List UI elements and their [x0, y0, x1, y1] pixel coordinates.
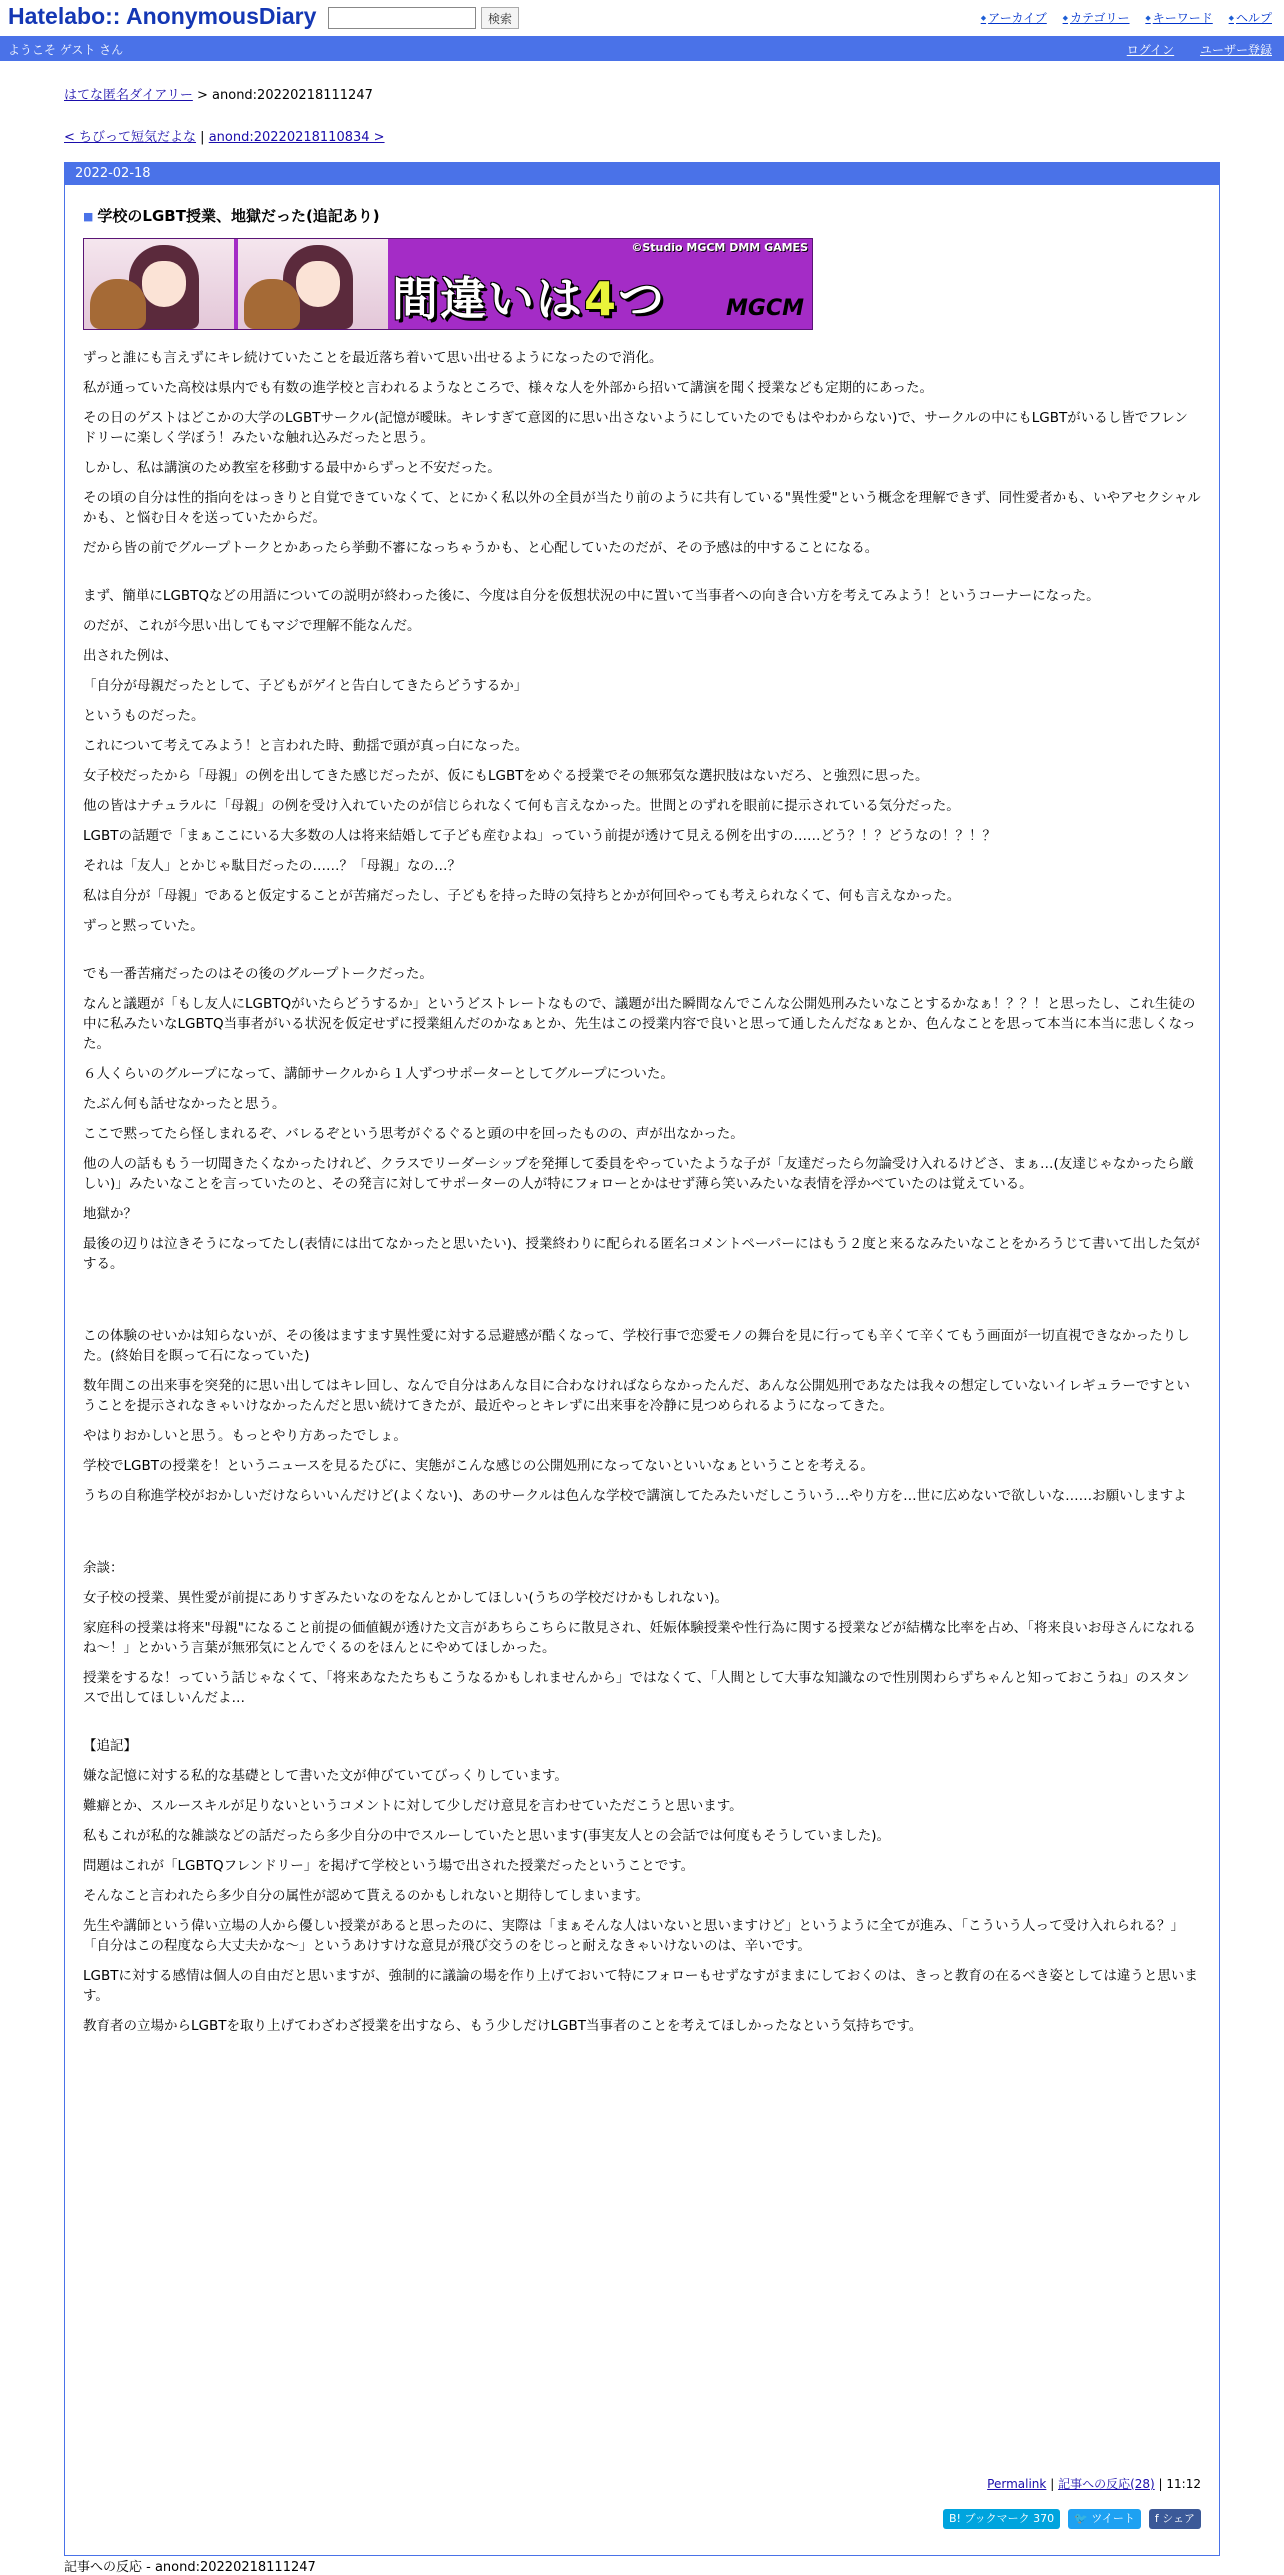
entry-paragraph: 私は自分が「母親」であると仮定することが苦痛だったし、子どもを持った時の気持ちとかが何回やっても考えられなくて、何も言えなかった。: [83, 888, 961, 904]
tweet-button[interactable]: [1068, 2509, 1141, 2529]
banner-main-text: 間違いは: [392, 272, 584, 326]
nav-help[interactable]: ◆ ヘルプ: [1229, 11, 1272, 25]
entry-paragraph: しかし、私は講演のため教室を移動する最中からずっと不安だった。: [83, 460, 501, 476]
search-button[interactable]: 検索: [481, 7, 519, 29]
facebook-share-button[interactable]: [1149, 2509, 1201, 2529]
banner-logo: MGCM: [726, 296, 804, 321]
entry-date: 2022-02-18: [65, 163, 1219, 185]
entry-paragraph: 教育者の立場からLGBTを取り上げてわざわざ授業を出すなら、もう少しだけLGBT当事者のことを考えてほしかったなという気持ちです。: [83, 2018, 923, 2034]
entry-paragraph: 数年間この出来事を突発的に思い出してはキレ回し、なんで自分はあんな目に合わなければならなかったんだ、あんな公開処刑であなたは我々の想定していないイレギュラーですということを提示されなきゃいけなかったんだと思い続けてきたが、最近やっとキレずに出来事を冷静に見つめられるようになってきた。: [83, 1378, 1190, 1414]
entry-paragraph: まず、簡単にLGBTQなどの用語についての説明が終わった後に、今度は自分を仮想状況の中に置いて当事者への向き合い方を考えてみよう！というコーナーになった。: [83, 588, 1100, 604]
site-logo[interactable]: Hatelabo:: AnonymousDiary: [8, 3, 317, 29]
welcome-text: ようこそ ゲスト さん: [8, 43, 124, 57]
search-input[interactable]: [328, 7, 476, 29]
entry-paragraph: 問題はこれが「LGBTQフレンドリー」を掲げて学校という場で出された授業だったということです。: [83, 1858, 695, 1874]
entry-paragraph: だから皆の前でグループトークとかあったら挙動不審になっちゃうかも、と心配していたのだが、その予感は的中することになる。: [83, 540, 879, 556]
title-square-icon: ■: [83, 210, 94, 223]
entry-title-text: 学校のLGBT授業、地獄だった(追記あり): [97, 207, 380, 225]
pager-separator: |: [200, 130, 205, 145]
entry-paragraph: これについて考えてみよう！と言われた時、動揺で頭が真っ白になった。: [83, 738, 529, 754]
entry-paragraph: というものだった。: [83, 708, 205, 724]
entry-paragraph: LGBTに対する感情は個人の自由だと思いますが、強制的に議論の場を作り上げておいて特にフォローもせずなすがままにしておくのは、きっと教育の在るべき姿としては違うと思います。: [83, 1968, 1198, 2004]
entry-paragraph: ずっと黙っていた。: [83, 918, 204, 934]
entry-paragraph: でも一番苦痛だったのはその後のグループトークだった。: [83, 966, 433, 982]
breadcrumb-separator: >: [196, 88, 208, 103]
entry-paragraph: 学校でLGBTの授業を！というニュースを見るたびに、実態がこんな感じの公開処刑になってないといいなぁということを考える。: [83, 1458, 874, 1474]
breadcrumb-current: anond:20220218111247: [212, 88, 373, 103]
entry-paragraph: なんと議題が「もし友人にLGBTQがいたらどうするか」というどストレートなもので、議題が出た瞬間なんでこんな公開処刑みたいなことするかなぁ！？？！と思ったし、これ生徒の中に私みたいなLGBTQ当事者がいる状況を仮定せずに授業組んだのかなぁとか、先生はこの授業内容で良いと思って通したんだなぁとか、色んなことを思って本当に本当に悲しくなった。: [83, 996, 1196, 1052]
entry-paragraph: ずっと誰にも言えずにキレ続けていたことを最近落ち着いて思い出せるようになったので消化。: [83, 350, 663, 366]
entry-paragraph: のだが、これが今思い出してもマジで理解不能なんだ。: [83, 618, 421, 634]
login-link[interactable]: ログイン: [1126, 43, 1175, 57]
entry-paragraph: その頃の自分は性的指向をはっきりと自覚できていなくて、とにかく私以外の全員が当たり前のように共有している"異性愛"という概念を理解できず、同性愛者かも、いやアセクシャルかも、と悩む日々を送っていたからだ。: [83, 490, 1201, 526]
entry-paragraph: たぶん何も話せなかったと思う。: [83, 1096, 286, 1112]
entry-paragraph: 女子校だったから「母親」の例を出してきた感じだったが、仮にもLGBTをめぐる授業でその無邪気な選択肢はないだろ、と強烈に思った。: [83, 768, 929, 784]
next-entry-link[interactable]: anond:20220218110834 >: [208, 130, 385, 145]
entry-paragraph: 難癖とか、スルースキルが足りないというコメントに対して少しだけ意見を言わせていただこうと思います。: [83, 1798, 743, 1814]
entry-paragraph: 授業をするな！っていう話じゃなくて、「将来あなたたちもこうなるかもしれませんから」ではなくて、「人間として大事な知識なので性別関わらずちゃんと知っておこうね」のスタンスで出してほしいんだよ…: [83, 1670, 1190, 1706]
banner-character-image: [84, 239, 234, 329]
entry-paragraph: 他の人の話ももう一切聞きたくなかったけれど、クラスでリーダーシップを発揮して委員をやっていたような子が「友達だったら勿論受け入れるけどさ、まぁ…(友達じゃなかったら厳しい)」みたいなことを言っていたのと、その発言に対してサポーターの人が特にフォローとかはせず薄ら笑いみたいな表情を浮かべていたのは覚えている。: [83, 1156, 1194, 1192]
entry-paragraph: それは「友人」とかじゃ駄目だったの……？「母親」なの…？: [83, 858, 461, 874]
entry-footer: [987, 2475, 1201, 2492]
twitter-icon: 🐦: [1074, 2512, 1092, 2525]
entry-paragraph: 私が通っていた高校は県内でも有数の進学校と言われるようなところで、様々な人を外部から招いて講演を聞く授業なども定期的にあった。: [83, 380, 933, 396]
prev-entry-link[interactable]: < ちびって短気だよな: [64, 130, 197, 145]
breadcrumb-home[interactable]: はてな匿名ダイアリー: [64, 88, 193, 103]
entry-paragraph: この体験のせいかは知らないが、その後はますます異性愛に対する忌避感が酷くなって、学校行事で恋愛モノの舞台を見に行っても辛くて辛くてもう画面が一切直視できなかったりした。(終始目を瞑って石になっていた): [83, 1328, 1190, 1364]
entry-body: [83, 348, 1201, 2036]
entry-paragraph: ６人くらいのグループになって、講師サークルから１人ずつサポーターとしてグループについた。: [83, 1066, 674, 1082]
tweet-label: ツイート: [1091, 2512, 1135, 2525]
banner-character-image: [238, 239, 388, 329]
welcome-bar: [0, 36, 1284, 61]
entry-paragraph: その日のゲストはどこかの大学のLGBTサークル(記憶が曖昧。キレすぎて意図的に思い出さないようにしていたのでもはやわからない)で、サークルの中にもLGBTがいるし皆でフレンドリーに楽しく学ぼう！みたいな触れ込みだったと思う。: [83, 410, 1188, 446]
entry-paragraph: 先生や講師という偉い立場の人から優しい授業があると思ったのに、実際は「まぁそんな人はいないと思いますけど」というように全てが進み、「こういう人って受け入れられる？」「自分はこの程度なら大丈夫かな〜」というあけすけな意見が飛び交うのをじっと耐えなきゃいけないのは、辛いです。: [83, 1918, 1185, 1954]
entry-paragraph: 出された例は、: [83, 648, 178, 664]
entry-paragraph: やはりおかしいと思う。もっとやり方あったでしょ。: [83, 1428, 407, 1444]
entry-paragraph: 【追記】: [83, 1738, 137, 1754]
user-links: [1105, 41, 1272, 58]
entry-paragraph: 女子校の授業、異性愛が前提にありすぎみたいなのをなんとかしてほしい(うちの学校だけかもしれない)。: [83, 1590, 729, 1606]
entry-paragraph: 地獄か？: [83, 1206, 137, 1222]
register-link[interactable]: ユーザー登録: [1199, 43, 1272, 57]
entry-paragraph: ここで黙ってたら怪しまれるぞ、バレるぞという思考がぐるぐると頭の中を回ったものの、声が出なかった。: [83, 1126, 744, 1142]
banner-number: 4: [584, 272, 619, 326]
banner-tail-text: つ: [618, 272, 667, 326]
entry-paragraph: 他の皆はナチュラルに「母親」の例を受け入れていたのが信じられなくて何も言えなかった。世間とのずれを眼前に提示されている気分だった。: [83, 798, 960, 814]
entry-time: 11:12: [1166, 2477, 1201, 2491]
entry-paragraph: 「自分が母親だったとして、子どもがゲイと告白してきたらどうするか」: [83, 678, 528, 694]
entry-paragraph: 私もこれが私的な雑談などの話だったら多少自分の中でスルーしていたと思います(事実友人との会話では何度もそうしていました)。: [83, 1828, 891, 1844]
ad-banner[interactable]: [83, 238, 813, 330]
entry-box: [64, 162, 1220, 2556]
entry-paragraph: 家庭科の授業は将来"母親"になること前提の価値観が透けた文言があちらこちらに散見され、妊娠体験授業や性行為に関する授業などが結構な比率を占め、「将来良いお母さんになれるね～！」とかいう言葉が無邪気にとんでくるのをほんとにやめてほしかった。: [83, 1620, 1196, 1656]
footer-separator: |: [1158, 2477, 1163, 2491]
share-label: シェア: [1162, 2512, 1195, 2525]
hatena-bookmark-button[interactable]: B! ブックマーク 370: [943, 2509, 1060, 2529]
banner-credit: ©Studio MGCM DMM GAMES: [631, 241, 808, 254]
nav-category[interactable]: ◆ カテゴリー: [1063, 11, 1130, 25]
banner-headline: [392, 263, 666, 329]
bottom-breadcrumb: 記事への反応 - anond:20220218111247: [64, 2560, 316, 2575]
footer-separator: |: [1050, 2477, 1055, 2491]
entry-pager: [64, 126, 385, 145]
nav-archive[interactable]: ◆ アーカイブ: [981, 11, 1047, 25]
entry-paragraph: そんなこと言われたら多少自分の属性が認めて貰えるのかもしれないと期待してしまいます。: [83, 1888, 649, 1904]
nav-keyword[interactable]: ◆ キーワード: [1145, 11, 1212, 25]
entry-paragraph: 嫌な記憶に対する私的な基礎として書いた文が伸びていてびっくりしています。: [83, 1768, 568, 1784]
permalink-link[interactable]: Permalink: [987, 2477, 1047, 2491]
entry-title[interactable]: [83, 205, 1201, 226]
entry-paragraph: 余談：: [83, 1560, 124, 1576]
facebook-icon: f: [1154, 2512, 1163, 2525]
entry-paragraph: うちの自称進学校がおかしいだけならいいんだけど(よくない)、あのサークルは色んな学校で講演してたみたいだしこういう…やり方を…世に広めないで欲しいな……お願いしますよ: [83, 1488, 1187, 1504]
top-bar: [0, 0, 1284, 36]
breadcrumb: [64, 84, 373, 103]
entry-paragraph: 最後の辺りは泣きそうになってたし(表情には出てなかったと思いたい)、授業終わりに配られる匿名コメントペーパーにはもう２度と来るなみたいなことをかろうじて書いて出した気がする。: [83, 1236, 1200, 1272]
share-buttons: [943, 2509, 1201, 2529]
reactions-link[interactable]: 記事への反応(28): [1058, 2477, 1155, 2491]
entry-paragraph: LGBTの話題で「まぁここにいる大多数の人は将来結婚して子ども産むよね」っていう前提が透けて見える例を出すの……どう？！？どうなの！？！？: [83, 828, 996, 844]
top-nav: [969, 9, 1272, 26]
